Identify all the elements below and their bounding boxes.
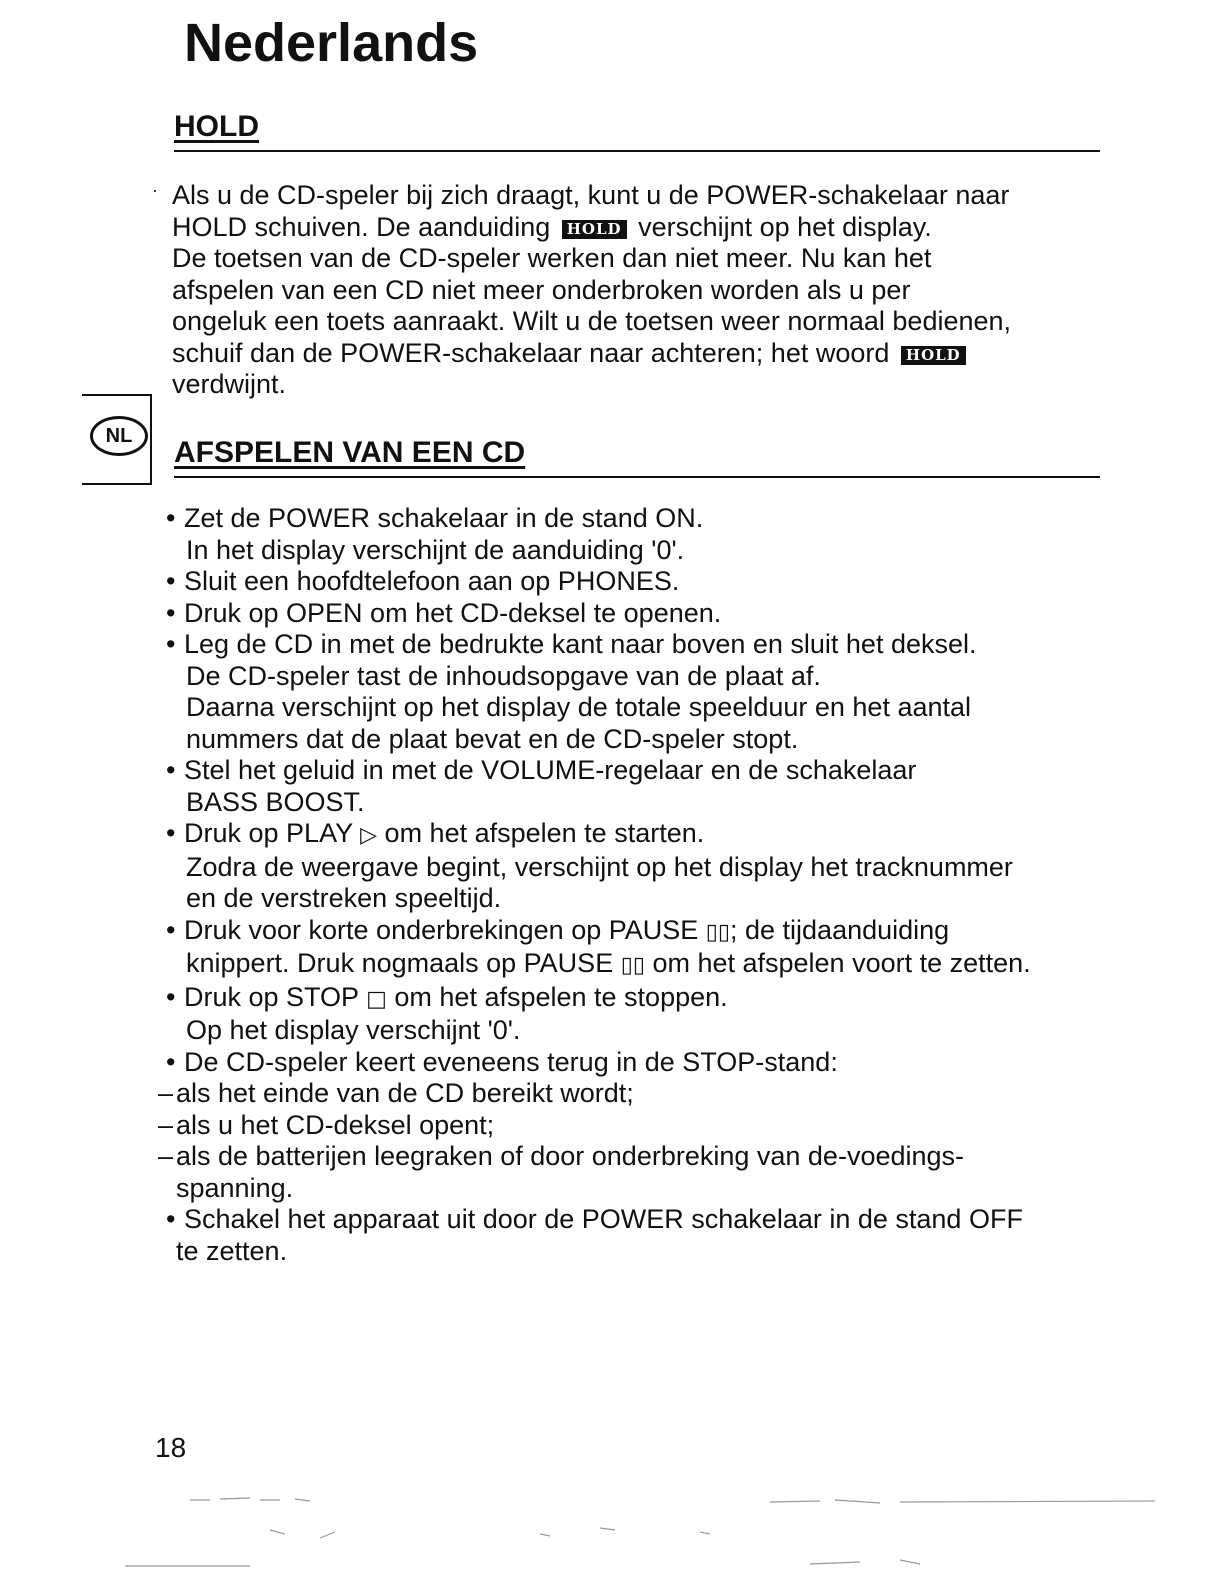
bullet: • bbox=[166, 629, 176, 659]
play-item-cont: BASS BOOST. bbox=[186, 786, 365, 817]
play-item-play bbox=[158, 818, 1031, 852]
hold-line-2 bbox=[172, 212, 1011, 244]
play-subitem bbox=[158, 1078, 1031, 1110]
hold-display-indicator-2: HOLD bbox=[901, 346, 966, 365]
item-text: Druk op PLAY bbox=[184, 818, 353, 848]
item-text: Druk voor korte onderbrekingen op PAUSE bbox=[184, 914, 699, 945]
item-text: Leg de CD in met de bedrukte kant naar boven en sluit het deksel. bbox=[184, 629, 977, 659]
item-text: Druk op OPEN om het CD-deksel te openen. bbox=[184, 597, 722, 628]
nl-marker-top-rule bbox=[82, 394, 150, 396]
play-item-stop bbox=[158, 982, 1031, 1016]
play-item-cont: spanning. bbox=[176, 1172, 294, 1203]
subitem-text: als de batterijen leegraken of door onderbreking van de-voedings- bbox=[176, 1141, 965, 1171]
play-subitem bbox=[158, 1141, 1031, 1173]
nl-marker-vertical-rule bbox=[150, 394, 152, 485]
play-icon: ▷ bbox=[360, 823, 378, 848]
bullet: • bbox=[166, 1204, 176, 1234]
hold-section-heading bbox=[174, 108, 1100, 152]
play-item-cont bbox=[158, 948, 1031, 982]
hold-line-1: Als u de CD-speler bij zich draagt, kunt u de POWER-schakelaar naar bbox=[172, 180, 1010, 210]
bullet: • bbox=[166, 914, 176, 945]
stop-icon: □ bbox=[366, 986, 387, 1012]
pause-icon: ▯▯ bbox=[705, 919, 730, 945]
hold-line-3: De toetsen van de CD-speler werken dan niet meer. Nu kan het bbox=[172, 243, 932, 273]
hold-heading-text: HOLD bbox=[174, 110, 259, 143]
play-item-cont: Daarna verschijnt op het display de totale speelduur en het aantal bbox=[186, 692, 972, 722]
pause-icon: ▯▯ bbox=[620, 953, 645, 978]
hold-line-2-text: HOLD schuiven. De aanduiding bbox=[172, 211, 551, 242]
page-number: 18 bbox=[155, 1432, 187, 1463]
item-text-tail: om het afspelen te stoppen. bbox=[394, 981, 728, 1012]
item-text: Zet de POWER schakelaar in de stand ON. bbox=[184, 503, 704, 533]
scan-artifact-marks bbox=[120, 1490, 1160, 1570]
hold-line-4: afspelen van een CD niet meer onderbroken worden als u per bbox=[172, 274, 911, 305]
play-item-cont: nummers dat de plaat bevat en de CD-speler stopt. bbox=[186, 723, 799, 754]
play-item-cont: te zetten. bbox=[176, 1235, 288, 1266]
dash: – bbox=[158, 1078, 174, 1108]
hold-line-5: ongeluk een toets aanraakt. Wilt u de toetsen weer normaal bedienen, bbox=[172, 306, 1012, 336]
play-item-cont: Zodra de weergave begint, verschijnt op het display het tracknummer bbox=[186, 851, 1013, 882]
subitem-text: als het einde van de CD bereikt wordt; bbox=[176, 1078, 634, 1108]
play-item-pause bbox=[158, 915, 1031, 949]
hold-line-6 bbox=[172, 338, 1011, 370]
item-text-tail: ; de tijdaanduiding bbox=[730, 914, 950, 945]
play-subitem bbox=[158, 1110, 1031, 1142]
bullet: • bbox=[166, 981, 176, 1012]
item-text: Sluit een hoofdtelefoon aan op PHONES. bbox=[184, 566, 680, 596]
play-item-cont: In het display verschijnt de aanduiding '0'. bbox=[186, 534, 685, 565]
subitem-text: als u het CD-deksel opent; bbox=[176, 1109, 495, 1140]
bullet: • bbox=[166, 818, 176, 848]
item-text: Schakel het apparaat uit door de POWER schakelaar in de stand OFF bbox=[184, 1204, 1023, 1234]
bullet: • bbox=[166, 566, 176, 596]
hold-line-2-tail: verschijnt op het display. bbox=[638, 211, 932, 242]
play-item-power-off bbox=[158, 1204, 1031, 1236]
bullet: • bbox=[166, 503, 176, 533]
play-item-phones bbox=[158, 566, 1031, 598]
item-text-tail: om het afspelen voort te zetten. bbox=[652, 948, 1031, 978]
item-text: knippert. Druk nogmaals op PAUSE bbox=[186, 948, 614, 978]
play-item-cont: De CD-speler tast de inhoudsopgave van de plaat af. bbox=[186, 660, 821, 691]
language-title: Nederlands bbox=[184, 13, 479, 73]
item-text: Druk op STOP bbox=[184, 981, 359, 1012]
play-item-open bbox=[158, 598, 1031, 630]
item-text: Stel het geluid in met de VOLUME-regelaar en de schakelaar bbox=[184, 755, 917, 785]
dash: – bbox=[158, 1141, 174, 1171]
bullet: • bbox=[166, 755, 176, 785]
hold-bullet-mark: · bbox=[152, 180, 158, 200]
play-item-cont: Op het display verschijnt '0'. bbox=[186, 1015, 521, 1045]
dash: – bbox=[158, 1109, 174, 1140]
hold-paragraph bbox=[172, 180, 1011, 401]
play-item-power-on bbox=[158, 503, 1031, 535]
hold-display-indicator: HOLD bbox=[562, 220, 627, 239]
play-section-heading bbox=[174, 434, 1100, 478]
play-instructions bbox=[158, 503, 1031, 1267]
hold-line-7: verdwijnt. bbox=[172, 369, 287, 399]
item-text-tail: om het afspelen te starten. bbox=[384, 818, 705, 848]
play-item-stop-state bbox=[158, 1047, 1031, 1079]
item-text: De CD-speler keert eveneens terug in de STOP-stand: bbox=[184, 1046, 838, 1077]
hold-line-6-text: schuif dan de POWER-schakelaar naar achteren; het woord bbox=[172, 337, 890, 368]
bullet: • bbox=[166, 597, 176, 628]
play-heading-text: AFSPELEN VAN EEN CD bbox=[174, 436, 526, 469]
play-item-volume bbox=[158, 755, 1031, 787]
nl-language-badge: NL bbox=[90, 416, 148, 456]
play-item-insert-cd bbox=[158, 629, 1031, 661]
play-item-cont: en de verstreken speeltijd. bbox=[186, 883, 502, 913]
nl-marker-bottom-rule bbox=[82, 483, 150, 485]
bullet: • bbox=[166, 1046, 176, 1077]
